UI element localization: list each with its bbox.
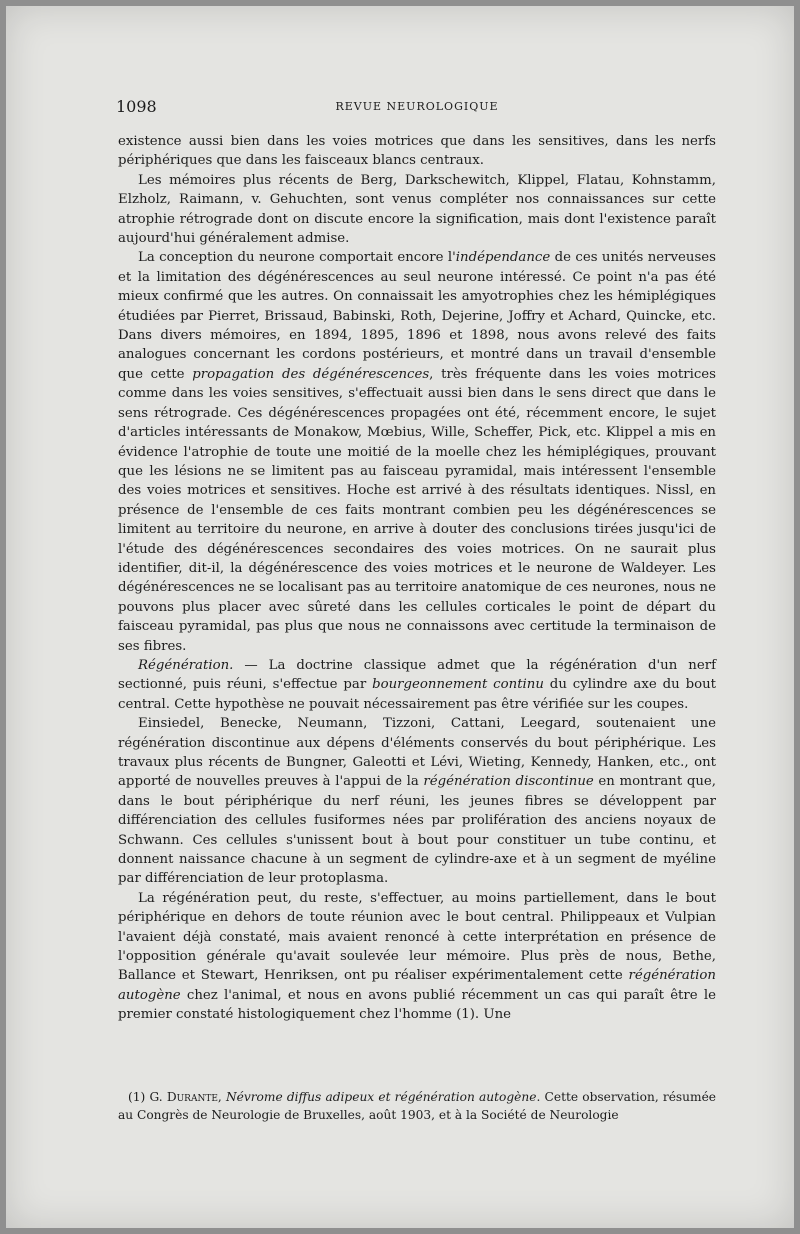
- section-heading-regeneration: Régénération.: [138, 657, 234, 673]
- paragraph-6-emphasis-1: régénération autogène: [118, 968, 716, 1003]
- running-title: REVUE NEUROLOGIQUE: [335, 100, 499, 113]
- page-sheet: [6, 6, 794, 1228]
- paragraph-4: [118, 656, 716, 714]
- paragraph-5-emphasis-1: régénération discontinue: [423, 774, 594, 790]
- paragraph-3-emphasis-2: propagation des dégénérescences: [192, 366, 430, 382]
- paragraph-3-text-b: de ces unités nerveuses et la limitation des dégénérescences au seul neurone intéressé. Ce point n'a pas été mieux confirmé que les autres. On connaissait les amyotrophies chez les hémiplégiques étudiées par Pierret, Brissaud, Babinski, Roth, Dejerine, Joffry et Achard, Quincke, etc. Dans divers mémoires, en 1894, 1895, 1896 et 1898, nous avons relevé des faits analogues concernant les cordons postérieurs, et montré dans un travail d'ensemble que cette: [118, 250, 716, 382]
- footnote-1: [118, 1088, 716, 1124]
- paragraph-4-emphasis-1: bourgeonnement continu: [372, 677, 544, 693]
- article-body: [118, 132, 716, 1025]
- paragraph-3-emphasis-1: indépendance: [455, 250, 551, 266]
- paragraph-3: [118, 248, 716, 656]
- footnote-marker: (1): [128, 1090, 150, 1104]
- paragraph-2: Les mémoires plus récents de Berg, Darkschewitch, Klippel, Flatau, Kohnstamm, Elzholz, Raimann, v. Gehuchten, sont venus compléter nos connaissances sur cette atrophie rétrograde dont on discute encore la signification, mais dont l'existence paraît aujourd'hui généralement admise.: [118, 172, 716, 247]
- paragraph-6-text-b: chez l'animal, et nous en avons publié récemment un cas qui paraît être le premier constaté histologiquement chez l'homme (1). Une: [118, 987, 716, 1023]
- paragraph-1: existence aussi bien dans les voies motrices que dans les sensitives, dans les nerfs périphériques que dans les faisceaux blancs centraux.: [118, 134, 716, 169]
- footnote-text: . Cette observation, résumée au Congrès de Neurologie de Bruxelles, août 1903, et à la Société de Neurologie: [118, 1090, 717, 1122]
- paragraph-6-text-a: La régénération peut, du reste, s'effectuer, au moins partiellement, dans le bout périphérique en dehors de toute réunion avec le bout central. Philippeaux et Vulpian l'avaient déjà constaté, mais avaient renoncé à cette interprétation en présence de l'opposition générale qu'avait soulevée leur mémoire. Plus près de nous, Bethe, Ballance et Stewart, Henriksen, ont pu réaliser expérimentalement cette: [118, 890, 716, 984]
- paragraph-4-text-a: — La doctrine classique admet que la régénération d'un nerf sectionné, puis réuni, s'effectue par: [118, 657, 716, 693]
- running-header: [116, 97, 718, 117]
- page-number: 1098: [116, 97, 157, 116]
- paragraph-4-text-b: du cylindre axe du bout central. Cette hypothèse ne pouvait nécessairement pas être vérifiée sur les coupes.: [118, 677, 717, 712]
- paragraph-3-text-a: La conception du neurone comportait encore l': [138, 250, 456, 266]
- footnote-title: Névrome diffus adipeux et régénération autogène: [225, 1090, 537, 1104]
- paragraph-6: [118, 889, 716, 1025]
- footnote-author: G. Durante: [149, 1090, 218, 1104]
- paragraph-5-text-b: en montrant que, dans le bout périphérique du nerf réuni, les jeunes fibres se développent par différenciation des cellules fusiformes nées par prolifération des anciens noyaux de Schwann. Ces cellules s'unissent bout à bout pour constituer un tube continu, et donnent naissance chacune à un segment de cylindre-axe et à un segment de myéline par différenciation de leur protoplasma.: [118, 774, 716, 887]
- paragraph-5: [118, 714, 716, 889]
- paragraph-3-text-c: , très fréquente dans les voies motrices comme dans les voies sensitives, s'effectuait aussi bien dans le sens direct que dans le sens rétrograde. Ces dégénérescences propagées ont été, récemment encore, le sujet d'articles intéressants de Monakow, Mœbius, Wille, Scheffer, Pick, etc. Klippel a mis en évidence l'atrophie de toute une moitié de la moelle chez les hémiplégiques, prouvant que les lésions ne se limitent pas au faisceau pyramidal, mais intéressent l'ensemble des voies motrices et sensitives. Hoche est arrivé à des résultats identiques. Nissl, en présence de l'ensemble de ces faits montrant combien peu les dégénérescences se limitent au territoire du neurone, en arrive à douter des conclusions tirées jusqu'ici de l'étude des dégénérescences secondaires des voies motrices. On ne saurait plus identifier, dit-il, la dégénérescence des voies motrices et le neurone de Waldeyer. Les dégénérescences ne se localisant pas au territoire anatomique de ces neurones, nous ne pouvons plus placer avec sûreté dans les cellules corticales le point de départ du faisceau pyramidal, pas plus que nous ne connaissons avec certitude la terminaison de ses fibres.: [118, 366, 716, 654]
- footnote-separator: ,: [217, 1090, 226, 1104]
- paragraph-5-text-a: Einsiedel, Benecke, Neumann, Tizzoni, Cattani, Leegard, soutenaient une régénération discontinue aux dépens d'éléments conservés du bout périphérique. Les travaux plus récents de Bungner, Galeotti et Lévi, Wieting, Kennedy, Hanken, etc., ont apporté de nouvelles preuves à l'appui de la: [118, 716, 716, 790]
